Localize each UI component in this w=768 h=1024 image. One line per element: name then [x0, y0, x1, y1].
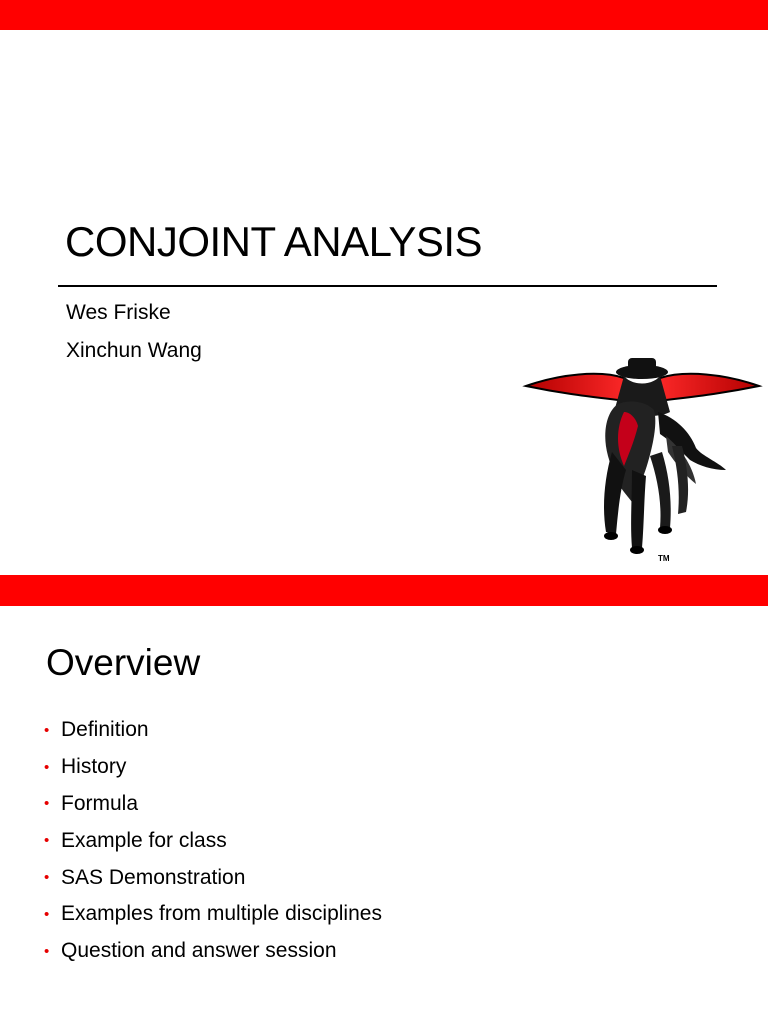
bullet-icon: •	[44, 758, 50, 776]
title-divider	[58, 285, 717, 287]
bullet-icon: •	[44, 942, 50, 960]
bullet-text: Formula	[61, 791, 139, 815]
bullet-text: Definition	[61, 718, 149, 742]
bullet-icon: •	[44, 795, 50, 813]
bullet-text: History	[61, 755, 127, 779]
list-item	[44, 933, 382, 970]
list-item	[44, 749, 382, 786]
top-red-bar	[0, 0, 768, 30]
bullet-text: Examples from multiple disciplines	[61, 902, 382, 926]
slide-title: CONJOINT ANALYSIS	[65, 218, 483, 265]
bullet-text: SAS Demonstration	[61, 865, 246, 889]
list-item	[44, 712, 382, 749]
bullet-text: Question and answer session	[61, 939, 337, 963]
slide-separator-bar	[0, 575, 768, 606]
overview-bullet-list	[44, 712, 382, 970]
trademark-label: TM	[658, 554, 670, 563]
list-item	[44, 786, 382, 823]
list-item	[44, 896, 382, 933]
list-item	[44, 859, 382, 896]
list-item	[44, 822, 382, 859]
bullet-icon: •	[44, 721, 50, 739]
author-name: Xinchun Wang	[66, 339, 202, 362]
author-name: Wes Friske	[66, 301, 171, 324]
masked-rider-logo-icon	[520, 352, 765, 567]
bullet-icon: •	[44, 832, 50, 850]
bullet-icon: •	[44, 905, 50, 923]
bullet-icon: •	[44, 869, 50, 887]
overview-title: Overview	[46, 642, 201, 683]
bullet-text: Example for class	[61, 828, 227, 852]
